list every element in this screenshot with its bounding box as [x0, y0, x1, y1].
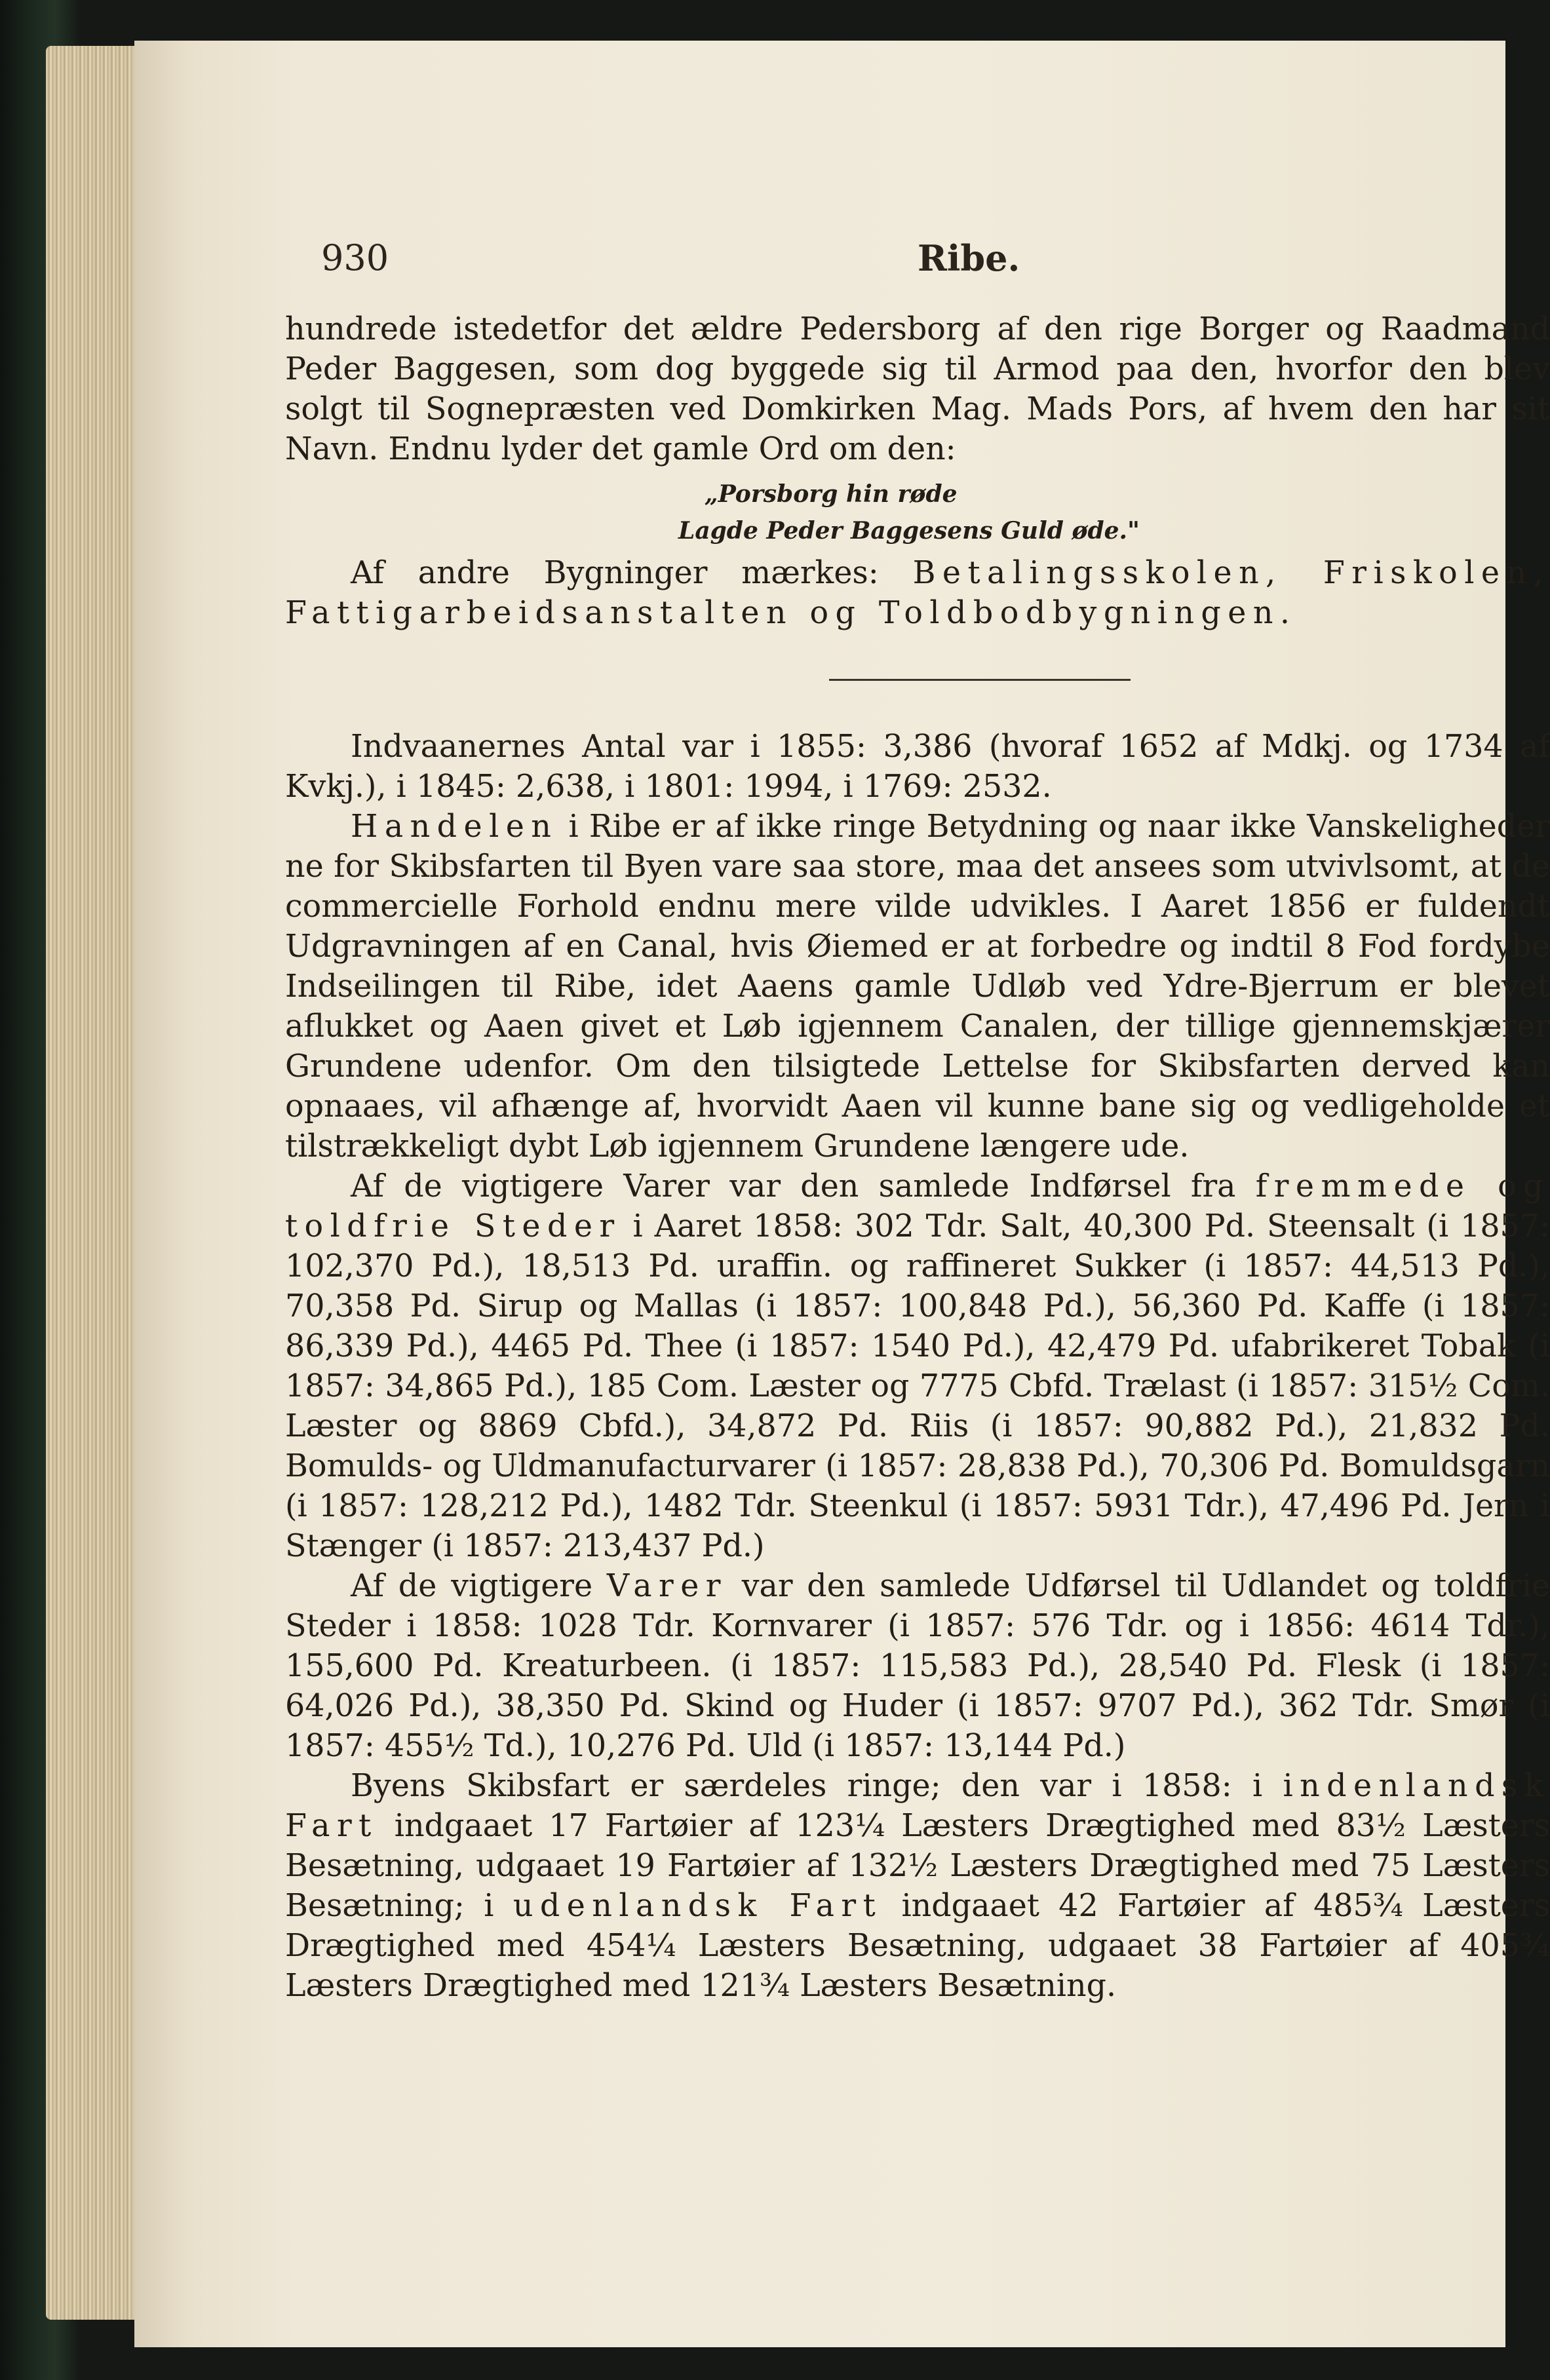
verse-line-2: Lagde Peder Baggesens Guld øde." [678, 517, 1140, 545]
shipping-domestic-text: indgaaet 17 Fartøier af 123¼ Læsters Drægtighed med 83½ Læsters Besætning, udgaaet 19 Fartøier af 132½ Læsters Drægtighed med 75 Læsters Besætning; i [285, 1808, 1550, 1924]
imports-intro: Af de vigtigere Varer var den samlede Indførsel fra [351, 1168, 1256, 1204]
body-text [285, 309, 1550, 2006]
page-number: 930 [321, 237, 389, 278]
page-edges [46, 46, 144, 2320]
paragraph-pedersborg: hundrede istedetfor det ældre Pedersborg af den rige Borger og Raadmand Peder Baggesen, som dog byggede sig til Armod paa den, hvorfor den blev solgt til Sognepræsten ved Domkirken Mag. Mads Pors, af hvem den har sit Navn. Endnu lyder det gamle Ord om den: [285, 311, 1550, 467]
paragraph-shipping [285, 1766, 1550, 2006]
running-head [134, 237, 1505, 290]
book-page [134, 41, 1550, 2347]
shipping-foreign: udenlandsk Fart [513, 1888, 883, 1924]
trade-text: i Ribe er af ikke ringe Betydning og naar ikke Vanskeligheder ne for Skibsfarten til Byen vare saa store, maa det ansees som utvivlsomt, at de commercielle Forhold endnu mere vilde udvikles. I Aaret 1856 er fuldendt Udgravningen af en Canal, hvis Øiemed er at forbedre og indtil 8 Fod fordybe Indseilingen til Ribe, idet Aaens gamle Udløb ved Ydre-Bjerrum er blevet aflukket og Aaen givet et Løb igjennem Canalen, der tillige gjennemskjærer Grundene udenfor. Om den tilsigtede Lettelse for Skibsfarten derved kan opnaaes, vil afhænge af, hvorvidt Aaen vil kunne bane sig og vedligeholde et tilstrækkeligt dybt Løb igjennem Grundene længere ude. [285, 809, 1550, 1164]
imports-list: i Aaret 1858: 302 Tdr. Salt, 40,300 Pd. Steensalt (i 1857: 102,370 Pd.), 18,513 Pd. uraffin. og raffineret Sukker (i 1857: 44,513 Pd.), 70,358 Pd. Sirup og Mallas (i 1857: 100,848 Pd.), 56,360 Pd. Kaffe (i 1857: 86,339 Pd.), 4465 Pd. Thee (i 1857: 1540 Pd.), 42,479 Pd. ufabrikeret Tobak (i 1857: 34,865 Pd.), 185 Com. Læster og 7775 Cbfd. Trælast (i 1857: 315½ Com. Læster og 8869 Cbfd.), 34,872 Pd. Riis (i 1857: 90,882 Pd.), 21,832 Pd. Bomulds- og Uldmanufacturvarer (i 1857: 28,838 Pd.), 70,306 Pd. Bomuldsgarn (i 1857: 128,212 Pd.), 1482 Tdr. Steenkul (i 1857: 5931 Tdr.), 47,496 Pd. Jern i Stænger (i 1857: 213,437 Pd.) [285, 1208, 1550, 1564]
shipping-foreign-text: indgaaet 42 Fartøier af 485¾ Læsters Drægtighed med 454¼ Læsters Besætning, udgaaet 38 Fartøier af 405¾ Læsters Drægtighed med 121¾ Læsters Besætning. [285, 1888, 1550, 2004]
exports-list: var den samlede Udførsel til Udlandet og toldfrie Steder i 1858: 1028 Tdr. Kornvarer (i 1857: 576 Tdr. og i 1856: 4614 Tdr.), 155,600 Pd. Kreaturbeen. (i 1857: 115,583 Pd.), 28,540 Pd. Flesk (i 1857: 64,026 Pd.), 38,350 Pd. Skind og Huder (i 1857: 9707 Pd.), 362 Tdr. Smør (i 1857: 455½ Td.), 10,276 Pd. Uld (i 1857: 13,144 Pd.) [285, 1568, 1550, 1764]
imports-origin: fremmede og toldfrie Steder [285, 1168, 1550, 1244]
buildings-intro: Af andre Bygninger mærkes: [351, 555, 913, 591]
verse-line-1: „Porsborg hin røde [705, 480, 958, 508]
buildings-list: Betalingsskolen, Friskolen, Fattigarbeidsanstalten og Toldbodbygningen. [285, 555, 1550, 631]
paragraph-imports [285, 1166, 1550, 1566]
verse-quote [285, 476, 1550, 549]
section-divider [829, 679, 1131, 681]
shipping-domestic: indenlandsk Fart [285, 1768, 1550, 1844]
exports-heading: Varer [606, 1568, 727, 1604]
paragraph-buildings [285, 553, 1550, 633]
paragraph-population: Indvaanernes Antal var i 1855: 3,386 (hvoraf 1652 af Mdkj. og 1734 af Kvkj.), i 1845: 2,638, i 1801: 1994, i 1769: 2532. [285, 729, 1550, 805]
shipping-intro: Byens Skibsfart er særdeles ringe; den var i 1858: i [351, 1768, 1283, 1804]
paragraph-exports [285, 1566, 1550, 1766]
trade-heading: Handelen [351, 809, 558, 845]
paragraph-trade [285, 807, 1550, 1166]
running-title: Ribe. [918, 237, 1020, 279]
exports-intro: Af de vigtigere [351, 1568, 607, 1604]
